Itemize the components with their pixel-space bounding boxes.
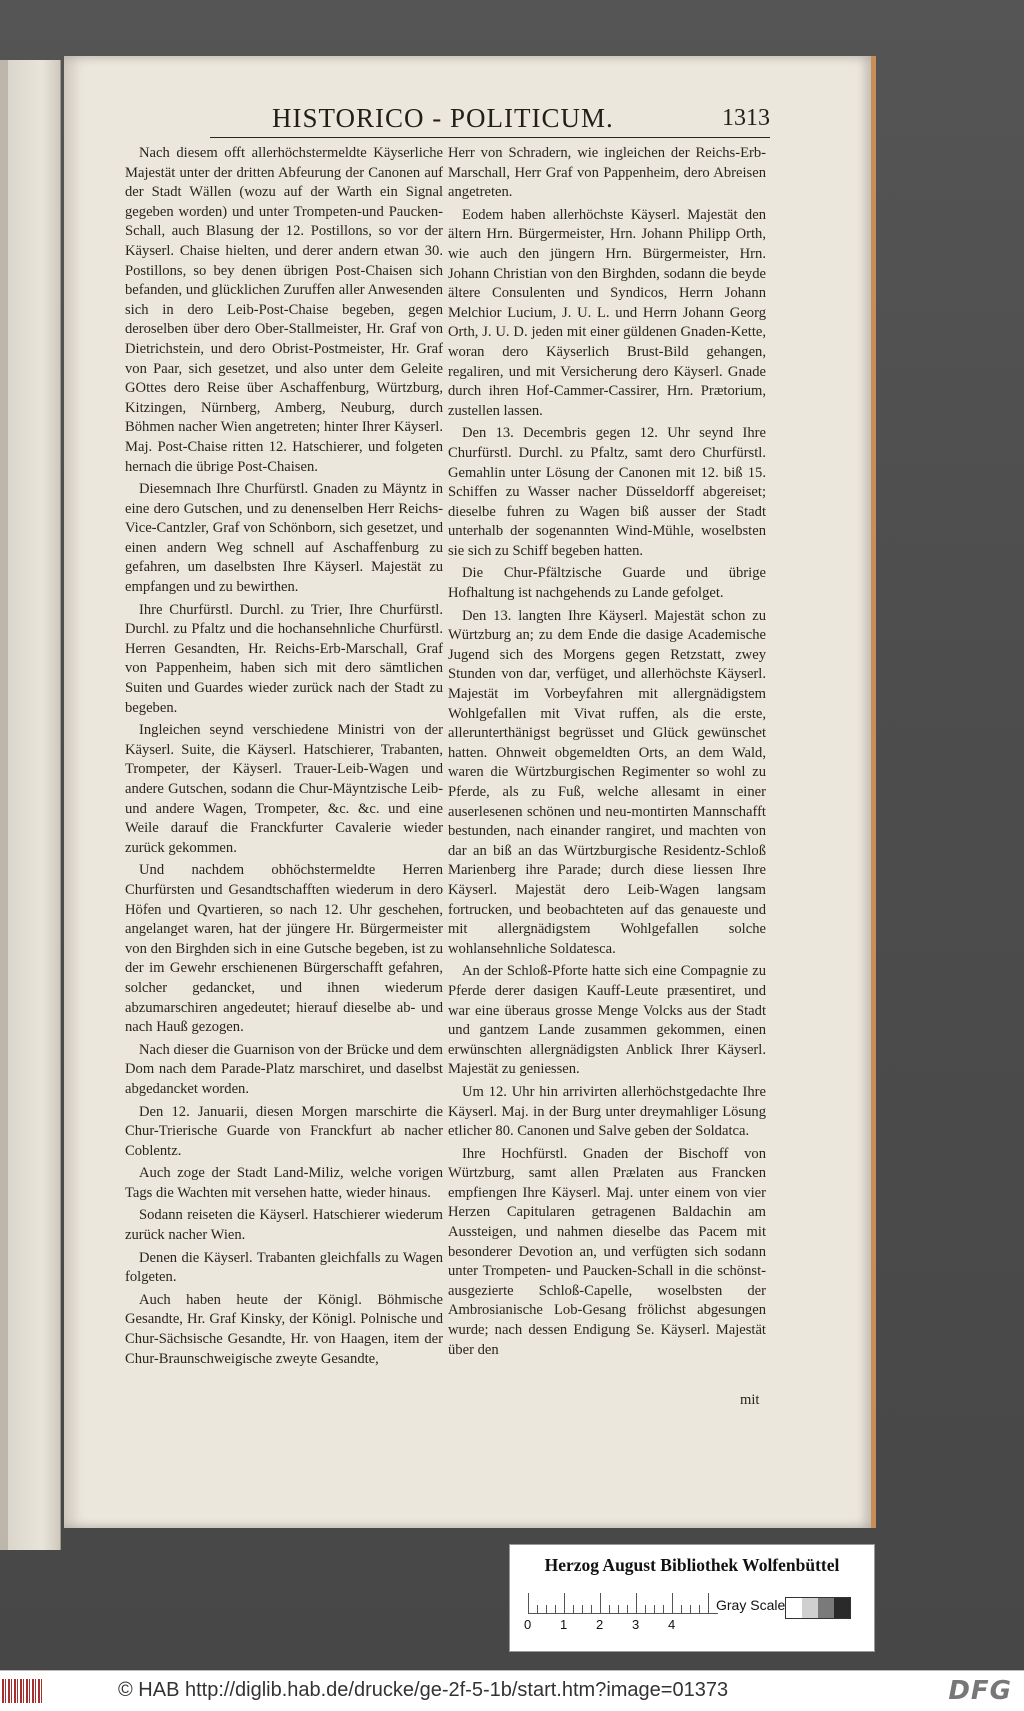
paragraph: Nach diesem offt allerhöchstermeldte Käyserliche Majestät unter der dritten Abfeurung der Canonen auf der Stadt Wällen (wozu auf der Warth ein Signal gegeben worden) und unter Trompeten-und Paucken-Schall, auch Blasung der 12. Postillons, so vor der Käyserl. Chaise hielten, und derer andern etwan 30. Postillons, so bey denen übrigen Post-Chaisen sich befanden, und glücklichen Zuruffen aller Anwesenden sich in dero Leib-Post-Chaise begeben, gegen deroselben über dero Ober-Stallmeister, Hr. Graf von Dietrichstein, und dero Obrist-Postmeister, Hr. Graf von Paar, sich gesetzet, und also unter dem Geleite GOttes dero Reise über Aschaffenburg, Würtzburg, Kitzingen, Nürnberg, Amberg, Neuburg, durch Böhmen nacher Wien angetreten; hinter Ihrer Käyserl. Maj. Post-Chaise ritten 12. Hatschierer, und folgeten hernach die übrige Post-Chaisen. — [125, 145, 443, 475]
ruler-tick — [591, 1605, 592, 1613]
page-header — [210, 103, 770, 138]
gray-swatch — [802, 1598, 818, 1618]
scale-ruler — [528, 1593, 718, 1614]
ruler-tick — [663, 1605, 664, 1613]
paragraph: Ihre Churfürstl. Durchl. zu Trier, Ihre Churfürstl. Durchl. zu Pfaltz und die hochansehnliche Churfürstl. Herren Gesandten, Hr. Reichs-Erb-Marschall, Graf von Pappenheim, haben sich mit dero sämtlichen Suiten und Guardes wieder zurück nach der Stadt zu begeben. — [125, 601, 443, 716]
ruler-tick — [627, 1605, 628, 1613]
running-title: HISTORICO - POLITICUM. — [272, 103, 614, 133]
ruler-tick — [618, 1605, 619, 1613]
barcode-icon — [2, 1679, 44, 1703]
gray-swatch — [818, 1598, 834, 1618]
paragraph: Herr von Schradern, wie ingleichen der Reichs-Erb-Marschall, Herr Graf von Pappenheim, dero Abreisen angetreten. — [448, 145, 766, 201]
paragraph: Ingleichen seynd verschiedene Ministri von der Käyserl. Suite, die Käyserl. Hatschierer, Trabanten, Trompeter, der Käyserl. Trauer-Leib-Wagen und andere Gutschen, sodann die Chur-Mäyntzische Leib-und andere Wagen, Trompeter, &c. &c. und eine Weile darauf die Franckfurter Cavalerie wieder zurück gekommen. — [125, 722, 443, 856]
paragraph: Die Chur-Pfältzische Guarde und übrige Hofhaltung ist nachgehends zu Lande gefolget. — [448, 565, 766, 602]
ruler-tick — [636, 1593, 637, 1613]
paragraph: Und nachdem obhöchstermeldte Herren Churfürsten und Gesandtschafften wiederum in dero Höfen und Qvartieren, so nach 12. Uhr geschehen, angelanget waren, hat der jüngere Hr. Bürgermeister von den Birghden sich in eine Gutsche begeben, ist zu der im Gewehr erschienenen Bürgerschafft gefahren, solcher gedancket, und ihnen wiederum abzumarschiren angedeutet; hierauf dieselbe ab- und nach Hauß gezogen. — [125, 862, 443, 1036]
paragraph: Um 12. Uhr hin arrivirten allerhöchstgedachte Ihre Käyserl. Maj. in der Burg unter dreymahliger Lösung etlicher 80. Canonen und Salve geben der Soldatca. — [448, 1083, 766, 1140]
paragraph: Nach dieser die Guarnison von der Brücke und dem Dom nach dem Parade-Platz marschiret, und daselbst abgedancket worden. — [125, 1041, 443, 1097]
ruler-tick — [528, 1593, 529, 1613]
paragraph: Den 13. Decembris gegen 12. Uhr seynd Ihre Churfürstl. Durchl. zu Pfaltz, samt dero Churfürstl. Gemahlin unter Lösung der Canonen mit 12. biß 15. Schiffen zu Wasser nacher Düsseldorff abgereiset; dieselbe fuhren zu Wagen biß ausser der Stadt unterhalb der sogenannten Wind-Mühle, woselbsten sie sich zu Schiff begeben hatten. — [448, 425, 766, 559]
ruler-tick — [699, 1605, 700, 1613]
page-number: 1313 — [722, 105, 770, 131]
ruler-tick — [645, 1605, 646, 1613]
ruler-tick — [681, 1605, 682, 1613]
library-name: Herzog August Bibliothek Wolfenbüttel — [544, 1555, 840, 1575]
scale-label: 4 — [668, 1617, 676, 1632]
viewer-footer — [0, 1670, 1024, 1711]
source-url[interactable]: © HAB http://diglib.hab.de/drucke/ge-2f-5-1b/start.htm?image=01373 — [118, 1679, 729, 1701]
scale-label: 3 — [632, 1617, 640, 1632]
scale-label: 2 — [596, 1617, 604, 1632]
previous-page-edge — [0, 60, 61, 1550]
paragraph: Ihre Hochfürstl. Gnaden der Bischoff von Würtzburg, samt allen Prælaten aus Francken empfiengen Ihre Käyserl. Maj. unter einem von vier Herzen Capitularen getragenen Baldachin am Aussteigen, und nahmen dieselbe das Pacem mit besonderer Devotion an, und verfügten sich sodann unter Trompeten- und Paucken-Schall in die schönst-ausgezierte Schloß-Capelle, woselbsten der Ambrosianische Lob-Gesang frölichst abgesungen wurde; nach dessen Endigung Se. Käyserl. Majestät über den — [448, 1145, 766, 1358]
dfg-logo: DFG — [948, 1676, 1012, 1706]
paragraph: Eodem haben allerhöchste Käyserl. Majestät den ältern Hrn. Bürgermeister, Hrn. Johann Philipp Orth, wie auch den jüngern Hrn. Bürgermeister, Hrn. Johann Christian von den Birghden, sodann die beyde ältere Consulenten und Syndicos, Herrn Johann Melchior Lucium, J. U. L. und Herrn Johann Georg Orth, J. U. D. jeden mit einer güldenen Gnaden-Kette, woran dero Käyserlich Brust-Bild gehangen, regaliren, und mit Versicherung dero Käyserl. Gnade durch ihren Hof-Cammer-Cassirer, Hrn. Prætorium, zustellen lassen. — [448, 206, 766, 419]
ruler-tick — [537, 1605, 538, 1613]
scale-label: 0 — [524, 1617, 532, 1632]
gray-swatch — [786, 1598, 802, 1618]
paragraph: An der Schloß-Pforte hatte sich eine Compagnie zu Pferde derer dasigen Kauff-Leute præsentiret, und war eine überaus grosse Menge Volcks aus der Stadt und gantzem Lande zusammen gekommen, einen erwünschten allergnädigsten Anblick Ihrer Käyserl. Majestät zu geniessen. — [448, 963, 766, 1078]
gray-swatch — [834, 1598, 850, 1618]
gray-scale-label: Gray Scale — [716, 1597, 786, 1613]
paragraph: Auch zoge der Stadt Land-Miliz, welche vorigen Tags die Wachten mit versehen hatte, wieder hinaus. — [125, 1165, 443, 1201]
ruler-tick — [546, 1605, 547, 1613]
paragraph: Auch haben heute der Königl. Böhmische Gesandte, Hr. Graf Kinsky, der Königl. Polnische und Chur-Sächsische Gesandte, Hr. von Haagen, item der Chur-Braunschweigische zweyte Gesandte, — [125, 1291, 443, 1367]
paragraph: Den 13. langten Ihre Käyserl. Majestät schon zu Würtzburg an; zu dem Ende die dasige Academische Jugend sich des Morgens gegen Retzstatt, zwey Stunden von dar, verfüget, und allerhöchste Käyserl. Majestät im Vorbeyfahren mit allergnädigstem Wohlgefallen mit Vivat ruffen, als die erste, allerunterthänigst begrüsset und Glück gewünschet hatten. Ohnweit obgemeldten Orts, an dem Wald, waren die Würtzburgischen Regimenter so wohl zu Pferde, als zu Fuß, welche allesamt in einer auserlesenen schönen und neu-montirten Mannschafft bestunden, nach einander rangiret, und machten von dar an biß an das Würtzburgische Residentz-Schloß Marienberg ihre Parade; durch diese liessen Ihre Käyserl. Majestät dero Leib-Wagen langsam fortrucken, und beobachteten auf das genaueste und mit allergnädigstem Wohlgefallen solche wohlansehnliche Soldatesca. — [448, 607, 766, 957]
catchword: mit — [740, 1392, 760, 1408]
paragraph: Sodann reiseten die Käyserl. Hatschierer wiederum zurück nacher Wien. — [125, 1207, 443, 1244]
left-text-column — [125, 144, 443, 1372]
ruler-tick — [600, 1593, 601, 1613]
paragraph: Denen die Käyserl. Trabanten gleichfalls zu Wagen folgeten. — [125, 1249, 443, 1286]
ruler-tick — [708, 1593, 709, 1613]
scale-label: 1 — [560, 1617, 568, 1632]
ruler-tick — [690, 1605, 691, 1613]
ruler-tick — [609, 1605, 610, 1613]
ruler-tick — [573, 1605, 574, 1613]
ruler-tick — [582, 1605, 583, 1613]
ruler-tick — [564, 1593, 565, 1613]
library-color-card — [509, 1544, 875, 1652]
ruler-tick — [654, 1605, 655, 1613]
paragraph: Diesemnach Ihre Churfürstl. Gnaden zu Mäyntz in eine dero Gutschen, und zu denenselben Herr Reichs-Vice-Cantzler, Graf von Schönborn, sich gesetzet, und einen andern Weg schnell auf Aschaffenburg zu gefahren, um daselbsten Ihre Käyserl. Majestät zu empfangen und zu bewirthen. — [125, 481, 443, 596]
ruler-tick — [555, 1605, 556, 1613]
ruler-tick — [672, 1593, 673, 1613]
scale-labels — [520, 1617, 720, 1637]
paragraph: Den 12. Januarii, diesen Morgen marschirte die Chur-Trierische Guarde von Franckfurt ab nacher Coblentz. — [125, 1103, 443, 1159]
page-edge-shadow — [0, 60, 8, 1550]
right-text-column — [448, 144, 766, 1363]
gray-scale-swatches — [785, 1597, 851, 1619]
